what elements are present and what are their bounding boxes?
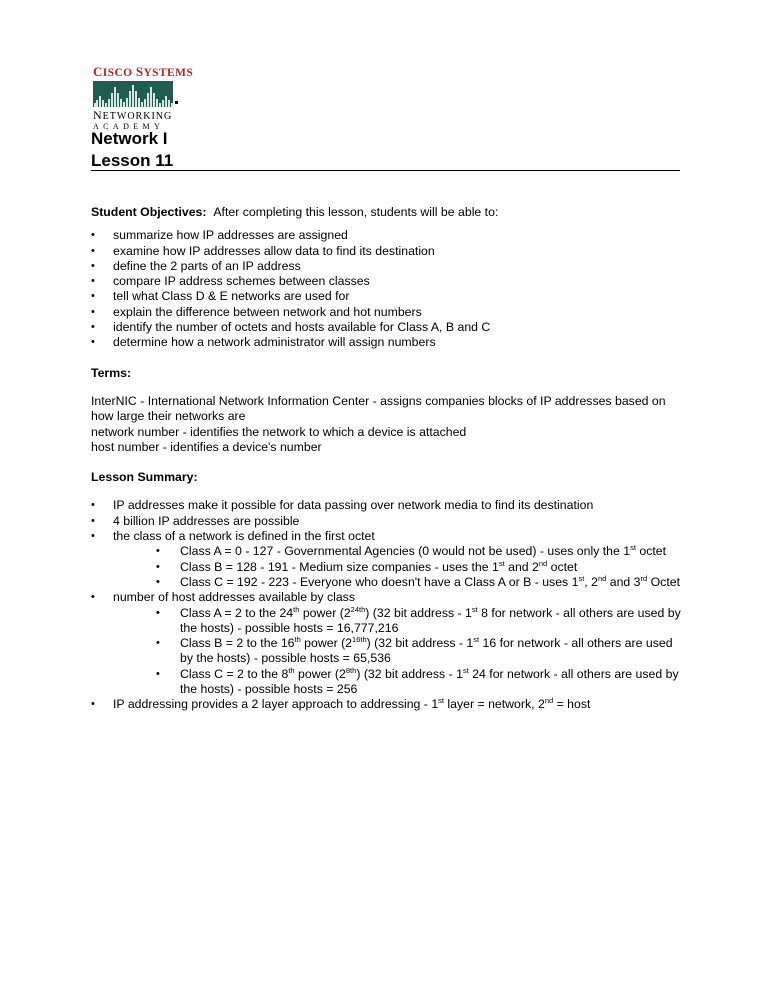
list-item: • define the 2 parts of an IP address [91, 259, 681, 274]
document-body [91, 205, 681, 713]
list-item: • number of host addresses available by class • Class A = 2 to the 24th power $(2^{24th})$ (32 bit address - 1st 8 for network - all others are used by the hosts) - possible hosts = 16,777,216 • Class B = 2 to the 16th power $(2^{16th})$ (32 bit address - 1st 16 for network - all others are used by the hosts) - possible hosts = 65,536 • Class C = 2 to the 8th power $(2^{8th})$ (32 bit address - 1st 24 for network - all others are used by the hosts) - possible hosts = 256 [91, 590, 681, 697]
list-item: • Class C = 2 to the 8th power $(2^{8th})$ (32 bit address - 1st 24 for network - all others are used by the hosts) - possible hosts = 256 [113, 667, 681, 698]
logo-bar [102, 100, 104, 107]
logo-bar [126, 98, 128, 107]
logo-dot [175, 101, 178, 104]
logo-bar [99, 96, 101, 107]
logo-bridge-bars-icon [93, 81, 173, 107]
logo-bar [120, 99, 122, 107]
logo-bar [165, 96, 167, 107]
logo-bar [138, 98, 140, 107]
class-ranges-list [113, 544, 681, 590]
summary-list [91, 498, 681, 712]
list-item: • 4 billion IP addresses are possible [91, 514, 681, 529]
logo-bar [94, 103, 96, 107]
logo-bar [141, 102, 143, 107]
logo-bar [162, 100, 164, 107]
logo-bar [171, 103, 173, 107]
objectives-list [91, 228, 681, 350]
list-item: • identify the number of octets and hosts available for Class A, B and C [91, 320, 681, 335]
term-host-number: host number - identifies a device's number [91, 439, 322, 454]
list-item: • Class B = 128 - 191 - Medium size companies - uses the 1st and 2nd octet [113, 560, 681, 575]
logo-bar [117, 93, 119, 107]
logo-bar [159, 103, 161, 107]
logo-bar [123, 102, 125, 107]
logo-bar [111, 93, 113, 107]
list-item: • compare IP address schemes between classes [91, 274, 681, 289]
logo-academy-text: ACADEMY [93, 122, 165, 131]
logo-bar [132, 85, 134, 107]
terms-heading: Terms: [91, 365, 132, 380]
list-item: • explain the difference between network and hot numbers [91, 305, 681, 320]
logo-bar [168, 100, 170, 107]
term-internic: InterNIC - International Network Information Center - assigns companies blocks of IP addresses based on how large their networks are [91, 393, 666, 424]
logo-networking-text: NETWORKING [93, 108, 173, 122]
list-item: • Class A = 2 to the 24th power $(2^{24th})$ (32 bit address - 1st 8 for network - all others are used by the hosts) - possible hosts = 16,777,216 [113, 606, 681, 637]
list-item: • tell what Class D & E networks are used for [91, 289, 681, 304]
objectives-heading: Student Objectives: [91, 205, 207, 219]
list-item: • summarize how IP addresses are assigned [91, 228, 681, 243]
objectives-intro [91, 205, 681, 220]
list-item: • Class A = 0 - 127 - Governmental Agencies (0 would not be used) - uses only the 1st octet [113, 544, 681, 559]
logo-bar [153, 93, 155, 107]
logo-bar [105, 103, 107, 107]
logo-bar [96, 100, 98, 107]
list-item: • IP addressing provides a 2 layer approach to addressing - 1st layer = network, 2nd = host [91, 697, 681, 712]
logo-bar [144, 99, 146, 107]
logo-bar [156, 99, 158, 107]
list-item: • the class of a network is defined in the first octet • Class A = 0 - 127 - Governmental Agencies (0 would not be used) - uses only the 1st octet • Class B = 128 - 191 - Medium size companies - uses the 1st and 2nd octet • Class C = 192 - 223 - Everyone who doesn't have a Class A or B - uses 1st, 2nd and 3rd Octet [91, 529, 681, 590]
list-item: • Class C = 192 - 223 - Everyone who doesn't have a Class A or B - uses 1st, 2nd and 3rd Octet [113, 575, 681, 590]
lesson-title: Lesson 11 [91, 151, 174, 170]
header-divider [91, 170, 680, 171]
summary-heading: Lesson Summary: [91, 470, 198, 485]
logo-bar [129, 91, 131, 107]
list-item: • IP addresses make it possible for data passing over network media to find its destination [91, 498, 681, 513]
list-item: • determine how a network administrator will assign numbers [91, 335, 681, 350]
logo-bar [108, 99, 110, 107]
course-title: Network I [91, 129, 168, 148]
term-network-number: network number - identifies the network to which a device is attached [91, 424, 467, 439]
logo-bar [150, 87, 152, 107]
logo-bar [135, 91, 137, 107]
list-item: • examine how IP addresses allow data to find its destination [91, 244, 681, 259]
cisco-networking-academy-logo [93, 64, 194, 131]
logo-bar [147, 93, 149, 107]
objectives-intro-text: After completing this lesson, students will be able to: [213, 205, 499, 219]
logo-brand-text: CISCO SYSTEMS [93, 64, 194, 79]
host-counts-list [113, 606, 681, 698]
logo-bar [114, 87, 116, 107]
list-item: • Class B = 2 to the 16th power $(2^{16th})$ (32 bit address - 1st 16 for network - all others are used by the hosts) - possible hosts = 65,536 [113, 636, 681, 667]
